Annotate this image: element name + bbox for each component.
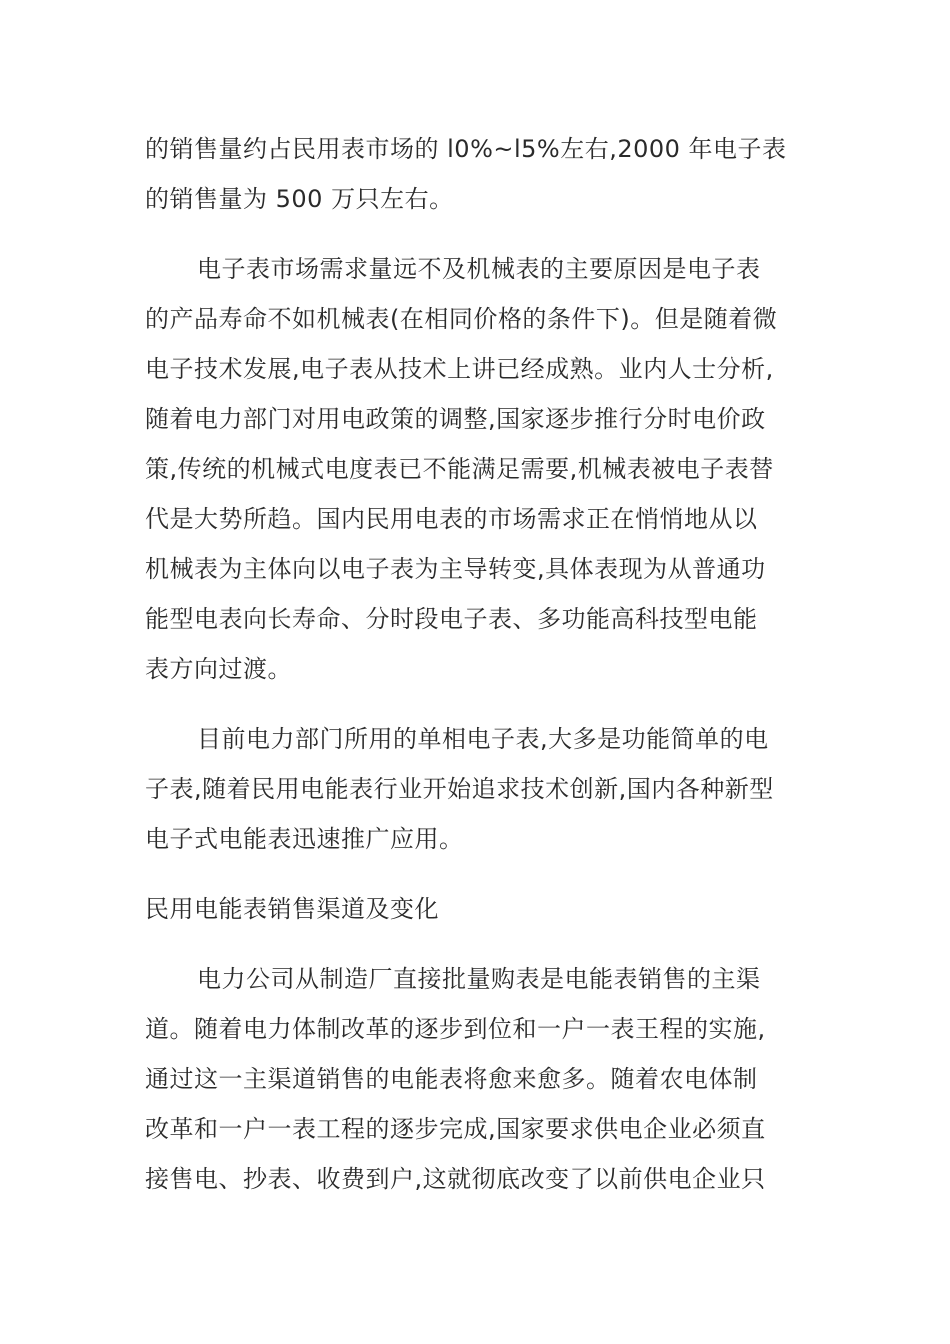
- paragraph-line: 改革和一户一表工程的逐步完成,国家要求供电企业必须直: [145, 1115, 766, 1143]
- section-heading-text: 民用电能表销售渠道及变化: [145, 895, 439, 923]
- paragraph-line: 的销售量约占民用表市场的 l0%~l5%左右,2000 年电子表: [145, 135, 787, 163]
- paragraph-line: 随着电力部门对用电政策的调整,国家逐步推行分时电价政: [145, 405, 766, 433]
- paragraph-line: 通过这一主渠道销售的电能表将愈来愈多。随着农电体制: [145, 1065, 758, 1093]
- paragraph-line: 电力公司从制造厂直接批量购表是电能表销售的主渠: [197, 965, 761, 993]
- paragraph-line: 目前电力部门所用的单相电子表,大多是功能简单的电: [197, 725, 769, 753]
- paragraph-line: 的产品寿命不如机械表(在相同价格的条件下)。但是随着微: [145, 305, 778, 333]
- paragraph-line: 电子技术发展,电子表从技术上讲已经成熟。业内人士分析,: [145, 355, 774, 383]
- paragraph-line: 能型电表向长寿命、分时段电子表、多功能高科技型电能: [145, 605, 758, 633]
- paragraph-4: [145, 954, 807, 1204]
- section-heading: [145, 884, 807, 934]
- paragraph-line: 电子表市场需求量远不及机械表的主要原因是电子表: [197, 255, 761, 283]
- paragraph-line: 电子式电能表迅速推广应用。: [145, 825, 464, 853]
- paragraph-line: 子表,随着民用电能表行业开始追求技术创新,国内各种新型: [145, 775, 774, 803]
- paragraph-line: 道。随着电力体制改革的逐步到位和一户一表王程的实施,: [145, 1015, 766, 1043]
- paragraph-line: 代是大势所趋。国内民用电表的市场需求正在悄悄地从以: [145, 505, 758, 533]
- paragraph-line: 接售电、抄表、收费到户,这就彻底改变了以前供电企业只: [145, 1165, 766, 1193]
- document-body: [145, 124, 807, 1224]
- paragraph-line: 策,传统的机械式电度表已不能满足需要,机械表被电子表替: [145, 455, 774, 483]
- paragraph-line: 的销售量为 500 万只左右。: [145, 185, 454, 213]
- paragraph-2: [145, 244, 807, 694]
- paragraph-line: 表方向过渡。: [145, 655, 292, 683]
- paragraph-3: [145, 714, 807, 864]
- paragraph-1: [145, 124, 807, 224]
- paragraph-line: 机械表为主体向以电子表为主导转变,具体表现为从普通功: [145, 555, 766, 583]
